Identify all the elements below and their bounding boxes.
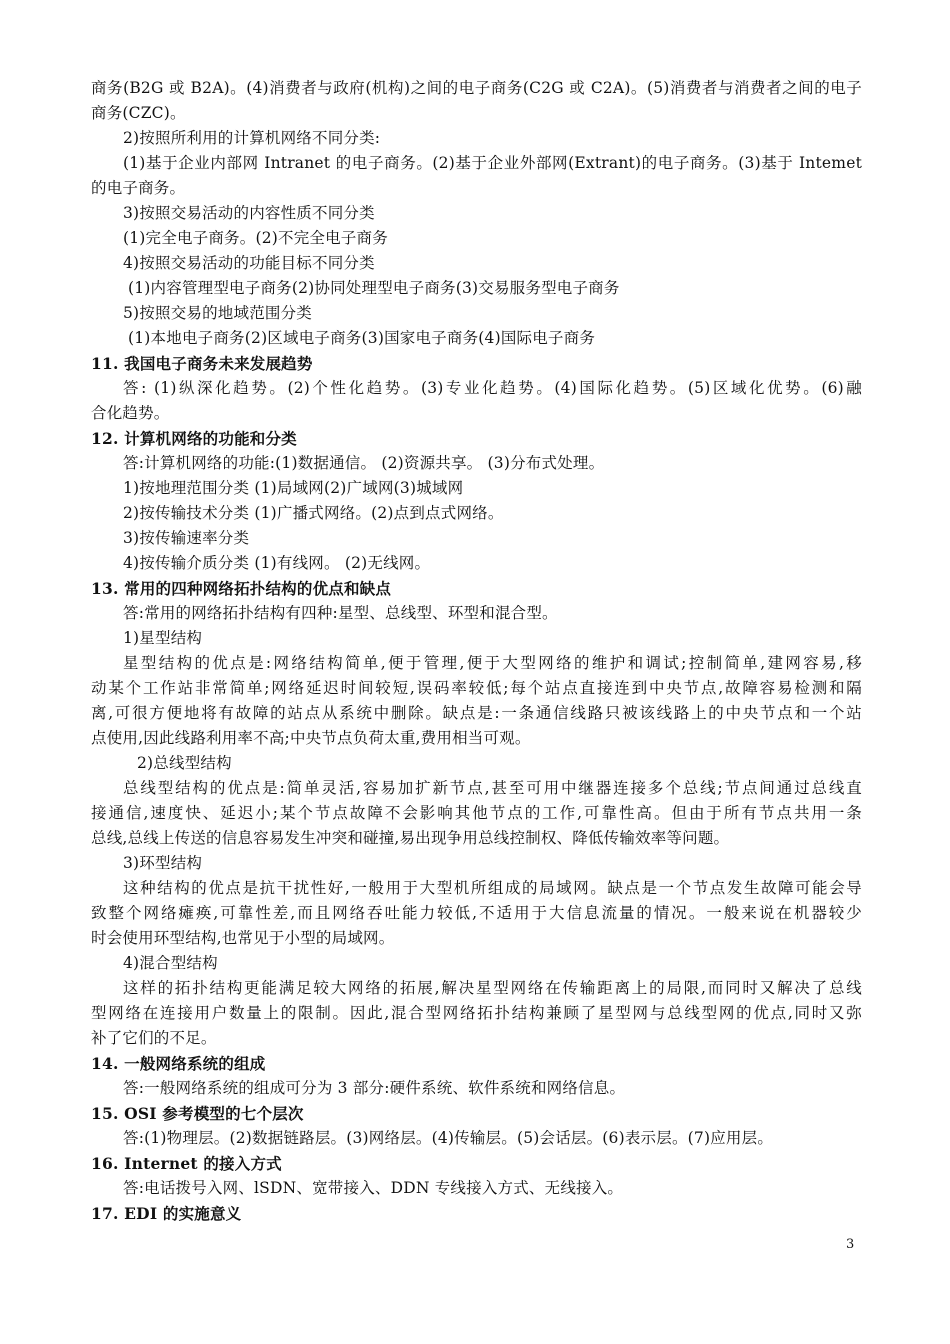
text-line: 时会使用环型结构,也常见于小型的局域网。	[91, 929, 395, 947]
text-line: 致整个网络瘫痪,可靠性差,而且网络吞吐能力较低,不适用于大信息流量的情况。一般来说在机器较少	[91, 904, 862, 922]
text-line: 4)混合型结构	[123, 954, 218, 972]
text-line: 1)星型结构	[123, 629, 203, 647]
text-line: 2)按传输技术分类 (1)广播式网络。(2)点到点式网络。	[123, 504, 504, 522]
text-line: 2)总线型结构	[137, 754, 232, 772]
question-heading: 13. 常用的四种网络拓扑结构的优点和缺点	[91, 579, 392, 598]
text-line: 答:(1)物理层。(2)数据链路层。(3)网络层。(4)传输层。(5)会话层。(6)表示层。(7)应用层。	[123, 1129, 774, 1147]
text-line: 答:电话拨号入网、lSDN、宽带接入、DDN 专线接入方式、无线接入。	[123, 1179, 624, 1197]
text-line: 3)环型结构	[123, 854, 203, 872]
text-line: (1)完全电子商务。(2)不完全电子商务	[123, 229, 388, 247]
text-line: 答: (1)纵深化趋势。(2)个性化趋势。(3)专业化趋势。(4)国际化趋势。(5)区域化优势。(6)融	[123, 379, 862, 397]
text-line: 点使用,因此线路利用率不高;中央节点负荷太重,费用相当可观。	[91, 729, 531, 747]
text-line: 的电子商务。	[91, 179, 186, 197]
text-line: 总线型结构的优点是:简单灵活,容易加扩新节点,甚至可用中继器连接多个总线;节点间通过总线直	[123, 779, 862, 797]
text-line: 4)按照交易活动的功能目标不同分类	[123, 254, 375, 272]
question-heading: 11. 我国电子商务未来发展趋势	[91, 354, 313, 373]
question-heading: 14. 一般网络系统的组成	[91, 1054, 266, 1073]
text-line: 3)按照交易活动的内容性质不同分类	[123, 204, 375, 222]
question-heading: 17. EDI 的实施意义	[91, 1204, 242, 1223]
text-line: 2)按照所利用的计算机网络不同分类:	[123, 129, 381, 147]
text-line: (1)本地电子商务(2)区域电子商务(3)国家电子商务(4)国际电子商务	[128, 329, 596, 347]
text-line: 商务(CZC)。	[91, 104, 186, 122]
text-line: 5)按照交易的地域范围分类	[123, 304, 313, 322]
text-line: 3)按传输速率分类	[123, 529, 250, 547]
text-line: (1)内容管理型电子商务(2)协同处理型电子商务(3)交易服务型电子商务	[128, 279, 620, 297]
text-line: 离,可很方便地将有故障的站点从系统中删除。缺点是:一条通信线路只被该线路上的中央节点和一个站	[91, 704, 862, 722]
text-line: 这种结构的优点是抗干扰性好,一般用于大型机所组成的局域网。缺点是一个节点发生故障可能会导	[123, 879, 862, 897]
text-line: 答:计算机网络的功能:(1)数据通信。 (2)资源共享。 (3)分布式处理。	[123, 454, 605, 472]
question-heading: 12. 计算机网络的功能和分类	[91, 429, 297, 448]
text-line: 合化趋势。	[91, 404, 170, 422]
text-line: 补了它们的不足。	[91, 1029, 217, 1047]
question-heading: 15. OSI 参考模型的七个层次	[91, 1104, 304, 1123]
text-line: 动某个工作站非常简单;网络延迟时间较短,误码率较低;每个站点直接连到中央节点,故障容易检测和隔	[91, 679, 862, 697]
text-line: 接通信,速度快、延迟小;某个节点故障不会影响其他节点的工作,可靠性高。但由于所有节点共用一条	[91, 804, 862, 822]
text-line: 型网络在连接用户数量上的限制。因此,混合型网络拓扑结构兼顾了星型网与总线型网的优点,同时又弥	[91, 1004, 862, 1022]
text-line: 1)按地理范围分类 (1)局域网(2)广域网(3)城域网	[123, 479, 464, 497]
page-number: 3	[846, 1237, 855, 1252]
text-line: (1)基于企业内部网 Intranet 的电子商务。(2)基于企业外部网(Extrant)的电子商务。(3)基于 Intemet	[123, 154, 862, 172]
question-heading: 16. Internet 的接入方式	[91, 1154, 282, 1173]
text-line: 4)按传输介质分类 (1)有线网。 (2)无线网。	[123, 554, 431, 572]
text-line: 总线,总线上传送的信息容易发生冲突和碰撞,易出现争用总线控制权、降低传输效率等问题。	[91, 829, 730, 847]
text-line: 答:常用的网络拓扑结构有四种:星型、总线型、环型和混合型。	[123, 604, 558, 622]
text-line: 商务(B2G 或 B2A)。(4)消费者与政府(机构)之间的电子商务(C2G 或 C2A)。(5)消费者与消费者之间的电子	[91, 79, 862, 97]
text-line: 这样的拓扑结构更能满足较大网络的拓展,解决星型网络在传输距离上的局限,而同时又解决了总线	[123, 979, 862, 997]
text-line: 答:一般网络系统的组成可分为 3 部分:硬件系统、软件系统和网络信息。	[123, 1079, 626, 1097]
text-line: 星型结构的优点是:网络结构简单,便于管理,便于大型网络的维护和调试;控制简单,建网容易,移	[123, 654, 862, 672]
